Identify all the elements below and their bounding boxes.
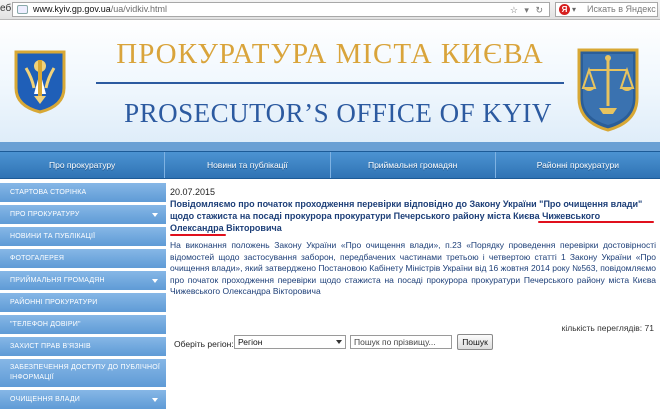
sidebar-item-district[interactable]	[0, 293, 166, 312]
sidebar-item-reception[interactable]	[0, 271, 166, 290]
sidebar-item-lustration[interactable]	[0, 390, 166, 409]
sidebar-item-news[interactable]	[0, 227, 166, 246]
header-band	[0, 142, 660, 151]
sidebar-item-label: РАЙОННІ ПРОКУРАТУРИ	[10, 299, 98, 306]
sidebar-item-label: ПРО ПРОКУРАТУРУ	[10, 211, 80, 218]
site-header	[0, 20, 660, 151]
sidebar-item-label: ЗАХИСТ ПРАВ В'ЯЗНІВ	[10, 343, 91, 350]
sidebar-item-label: ЗАБЕЗПЕЧЕННЯ ДОСТУПУ ДО ПУБЛІЧНОЇ ІНФОРМАЦІЇ	[10, 364, 160, 381]
region-label: Оберіть регіон:	[174, 339, 234, 349]
nav-item-reception[interactable]: Приймальня громадян	[331, 152, 496, 178]
article-date: 20.07.2015	[170, 187, 216, 197]
sidebar-item-label: "ТЕЛЕФОН ДОВІРИ"	[10, 321, 81, 328]
address-bar[interactable]	[12, 2, 550, 17]
sidebar-item-prisoners[interactable]	[0, 337, 166, 356]
sidebar-item-home[interactable]	[0, 183, 166, 202]
sidebar-item-photo[interactable]	[0, 249, 166, 268]
yandex-icon: Я	[559, 4, 570, 15]
kyiv-coat-of-arms-icon[interactable]	[12, 48, 68, 114]
chevron-down-icon[interactable]	[336, 340, 342, 344]
main-nav	[0, 151, 660, 179]
search-input[interactable]	[555, 2, 658, 17]
sidebar-item-public-info[interactable]	[0, 359, 166, 387]
page-icon	[17, 5, 28, 14]
surname-search-input[interactable]	[350, 335, 452, 349]
main-content	[170, 183, 658, 416]
search-placeholder: Искать в Яндекс	[587, 4, 656, 14]
sidebar-item-label: ОЧИЩЕННЯ ВЛАДИ	[10, 396, 80, 403]
chevron-down-icon[interactable]	[152, 398, 158, 402]
url-controls-icon[interactable]: ☆ ▾ ↻	[509, 5, 545, 15]
browser-toolbar	[0, 0, 660, 20]
sidebar-item-hotline[interactable]	[0, 315, 166, 334]
search-button[interactable]: Пошук	[457, 334, 493, 350]
tab-fragment[interactable]: еб	[0, 3, 12, 14]
header-divider	[96, 82, 564, 84]
prosecutor-emblem-icon[interactable]	[573, 44, 643, 134]
surname-placeholder: Пошук по прізвищу...	[354, 337, 436, 347]
sidebar-item-label: НОВИНИ ТА ПУБЛІКАЦІЇ	[10, 233, 96, 240]
sidebar	[0, 183, 166, 416]
chevron-down-icon[interactable]: ▾	[572, 5, 577, 14]
region-value: Регіон	[238, 337, 263, 347]
region-select[interactable]	[234, 335, 346, 349]
nav-item-about[interactable]: Про прокуратуру	[0, 152, 165, 178]
highlight-underline	[170, 234, 226, 236]
sidebar-item-label: СТАРТОВА СТОРІНКА	[10, 189, 87, 196]
article-headline: Повідомляємо про початок проходження перевірки відповідно до Закону України "Про очищення влади" щодо стажиста на посаді прокурора прокуратури Печерського району міста Києва Чижевського Олександра Вікторовича	[170, 199, 643, 233]
url-path: /ua/vidkiv.html	[110, 4, 168, 14]
url-host: www.kyiv.gp.gov.ua	[33, 4, 111, 14]
sidebar-item-label: ФОТОГАЛЕРЕЯ	[10, 255, 65, 262]
views-count: 71	[644, 323, 654, 333]
site-title-ua: ПРОКУРАТУРА МІСТА КИЄВА	[116, 38, 544, 70]
sidebar-item-label: ПРИЙМАЛЬНЯ ГРОМАДЯН	[10, 277, 105, 284]
views-counter	[562, 323, 654, 333]
article-body: На виконання положень Закону України «Про очищення влади», п.23 «Порядку проведення перевірки достовірності відомостей щодо застосування заборон, передбачених частинами третьою і четвертою статті 1 Закону України «Про очищення влади», який затверджено Постановою Кабінету Міністрів України від 16 жовтня 2014 року №563, повідомляємо про початок проходження перевірки щодо стажиста на посаді прокурора прокуратури Печерського району міста Києва Чижевського Олександра Вікторовича	[170, 240, 656, 296]
views-label: кількість переглядів:	[561, 323, 643, 333]
site-title-en: PROSECUTOR’S OFFICE OF KYIV	[124, 98, 552, 128]
nav-item-news[interactable]: Новини та публікації	[165, 152, 330, 178]
sidebar-item-about[interactable]	[0, 205, 166, 224]
highlight-underline	[538, 221, 654, 223]
nav-item-district[interactable]: Районні прокуратури	[536, 160, 619, 170]
chevron-down-icon[interactable]	[152, 213, 158, 217]
chevron-down-icon[interactable]	[152, 279, 158, 283]
